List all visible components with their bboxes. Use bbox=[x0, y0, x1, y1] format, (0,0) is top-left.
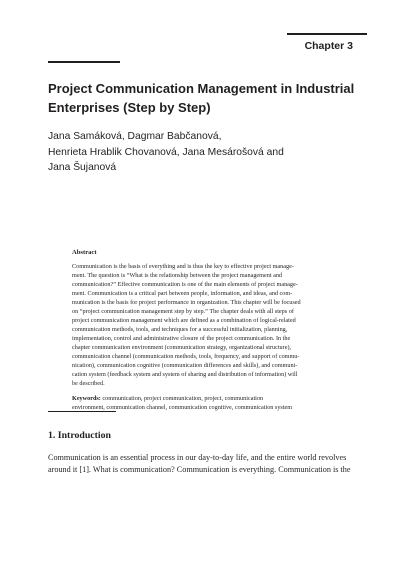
abstract-line: ment. The question is “What is the relationship between the project management and bbox=[72, 272, 283, 279]
title-line: Enterprises (Step by Step) bbox=[48, 100, 211, 115]
body-line: Communication is an essential process in our day-to-day life, and the entire world revolves bbox=[48, 453, 347, 462]
body-paragraph bbox=[48, 452, 355, 476]
abstract-line: munication is the basis for project performance in organization. This chapter will be focused bbox=[72, 299, 301, 306]
keywords-label: Keywords: bbox=[72, 395, 101, 402]
abstract-line: be described. bbox=[72, 380, 105, 387]
chapter-label: Chapter 3 bbox=[304, 40, 353, 52]
keywords-line bbox=[72, 394, 330, 403]
abstract-line: nication), communication cognitive (communication differences and skills), and communi- bbox=[72, 362, 298, 369]
section-divider bbox=[48, 411, 116, 412]
abstract-line: cation system (feedback system and system of sharing and distribution of information) will bbox=[72, 371, 298, 378]
abstract-line: project communication management which are defined as a combination of logical-related bbox=[72, 317, 296, 324]
abstract-line: communication?” Effective communication is one of the main elements of project manage- bbox=[72, 281, 298, 288]
body-line: around it [1]. What is communication? Communication is everything. Communication is the bbox=[48, 465, 351, 474]
abstract-line: ment. Communication is a critical part between people, information, and ideas, and com- bbox=[72, 290, 293, 297]
abstract-heading: Abstract bbox=[72, 249, 97, 256]
abstract-line: communication methods, tools, and techniques for a successful initialization, planning, bbox=[72, 326, 288, 333]
title-rule bbox=[48, 61, 120, 63]
title-line: Project Communication Management in Industrial bbox=[48, 81, 355, 96]
keywords-text: communication, project communication, project, communication bbox=[102, 395, 264, 402]
chapter-title bbox=[48, 79, 353, 117]
author-line: Henrieta Hrablik Chovanová, Jana Mesárošová and bbox=[48, 146, 284, 158]
abstract-line: Communication is the basis of everything and is thus the key to effective project manage- bbox=[72, 263, 294, 270]
author-line: Jana Šujanová bbox=[48, 162, 117, 173]
abstract-body bbox=[72, 262, 330, 388]
abstract-line: communication channel (communication methods, tools, frequency, and support of commu- bbox=[72, 353, 300, 360]
abstract-line: implementation, control and administrative closure of the project communication. In the bbox=[72, 335, 291, 342]
abstract-line: on “project communication management step by step.” The chapter deals with all steps of bbox=[72, 308, 294, 315]
author-list bbox=[48, 129, 368, 176]
keywords bbox=[72, 394, 330, 412]
header-rule bbox=[287, 33, 367, 35]
keywords-line: environment, communication channel, communication cognitive, communication system bbox=[72, 404, 293, 411]
section-heading: 1. Introduction bbox=[48, 430, 111, 441]
author-line: Jana Samáková, Dagmar Babčanová, bbox=[48, 131, 222, 142]
abstract-line: chapter communication environment (communication strategy, organizational structure), bbox=[72, 344, 292, 351]
abstract-block bbox=[72, 248, 330, 412]
